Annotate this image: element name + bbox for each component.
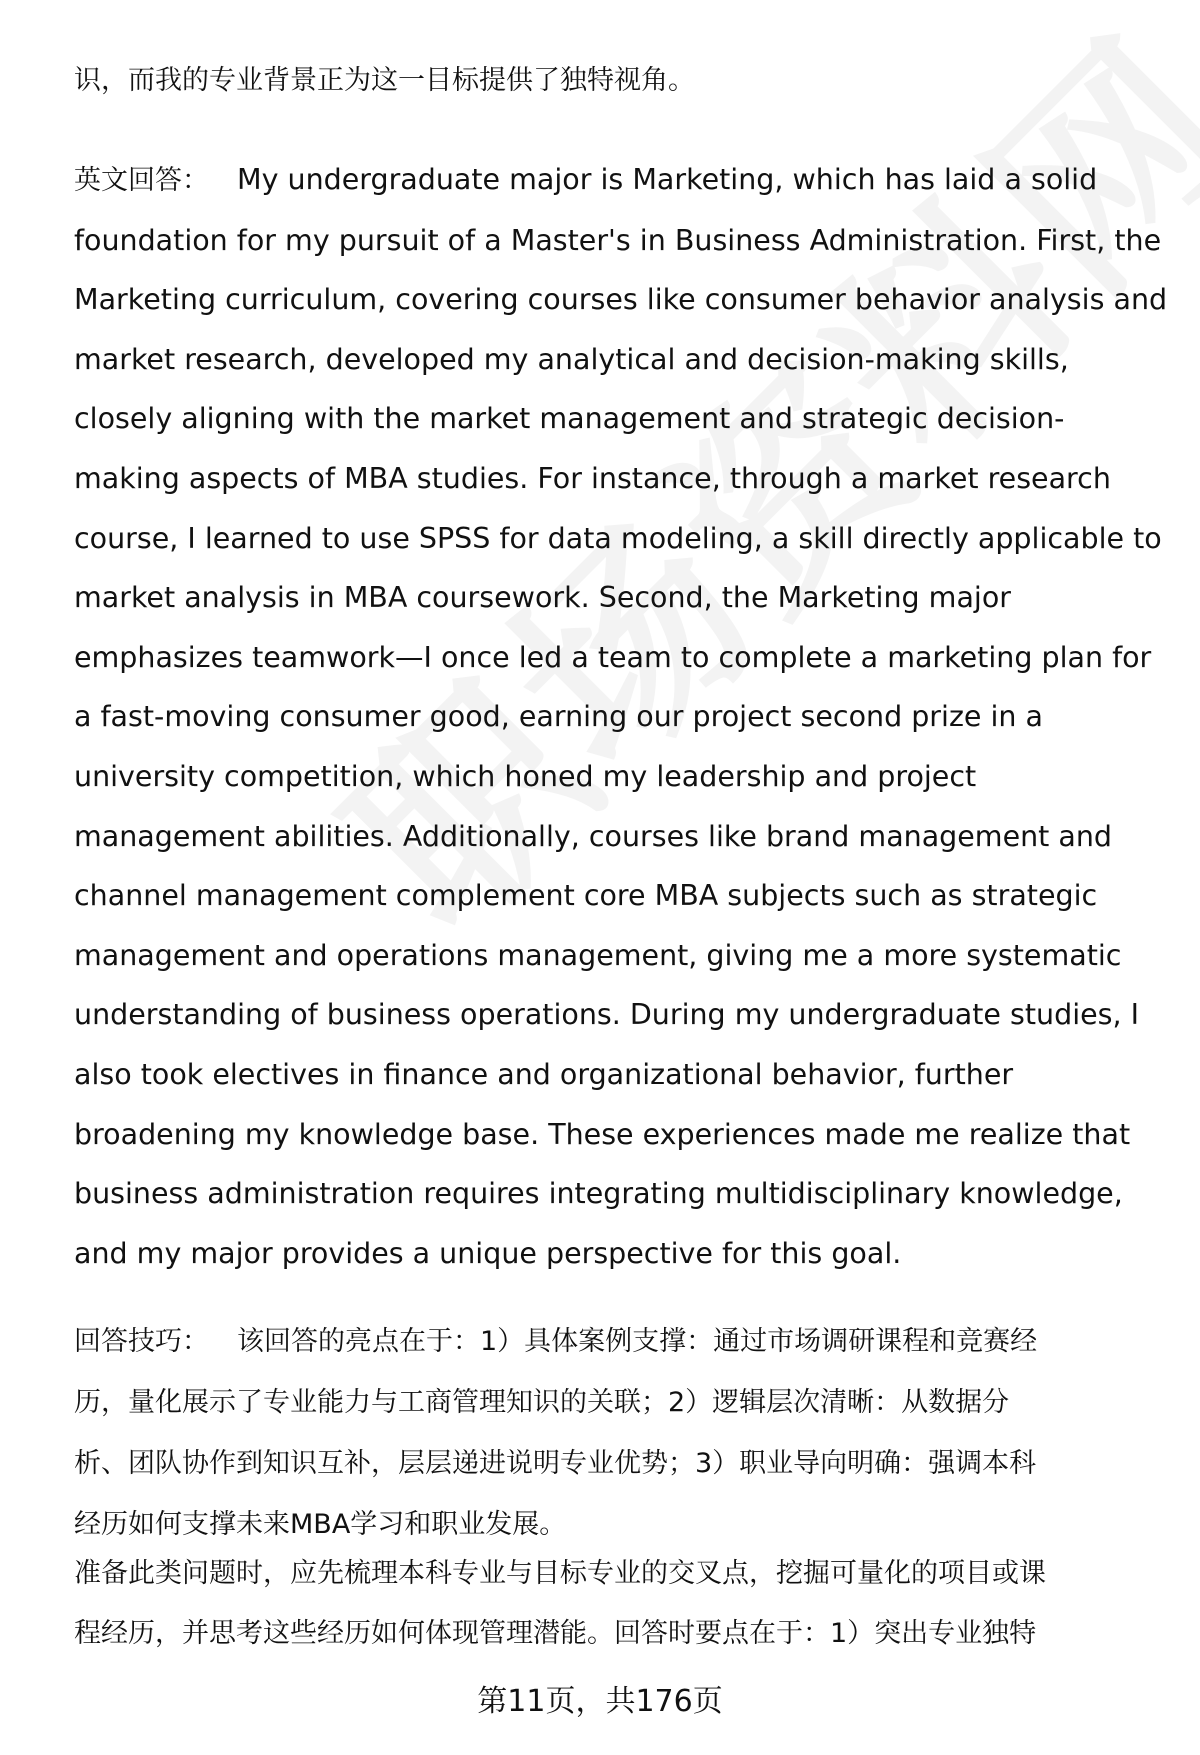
answer-tips-line: 析、团队协作到知识互补，层层递进说明专业优势；3）职业导向明确：强调本科 xyxy=(74,1448,1037,1479)
english-answer xyxy=(74,150,1168,1283)
english-answer-line: market research, developed my analytical and decision-making skills, xyxy=(74,342,1069,376)
answer-tips-line: 经历如何支撑未来MBA学习和职业发展。 xyxy=(74,1509,567,1540)
english-answer-line: Marketing curriculum, covering courses like consumer behavior analysis and xyxy=(74,283,1168,317)
english-answer-line: channel management complement core MBA subjects such as strategic xyxy=(74,879,1098,913)
english-answer-line: university competition, which honed my leadership and project xyxy=(74,759,977,793)
english-answer-line: also took electives in finance and organizational behavior, further xyxy=(74,1057,1014,1091)
english-answer-line: understanding of business operations. During my undergraduate studies, I xyxy=(74,998,1140,1032)
answer-tips xyxy=(74,1311,1164,1555)
english-answer-text: My undergraduate major is Marketing, which has laid a solid xyxy=(237,163,1098,196)
answer-tips-line: 历，量化展示了专业能力与工商管理知识的关联；2）逻辑层次清晰：从数据分 xyxy=(74,1387,1010,1418)
preparation-line: 程经历，并思考这些经历如何体现管理潜能。回答时要点在于：1）突出专业独特 xyxy=(74,1618,1037,1649)
english-answer-line: and my major provides a unique perspective for this goal. xyxy=(74,1236,902,1270)
english-answer-line: course, I learned to use SPSS for data modeling, a skill directly applicable to xyxy=(74,521,1162,555)
english-answer-label: 英文回答： xyxy=(74,165,209,196)
english-answer-line: a fast-moving consumer good, earning our project second prize in a xyxy=(74,700,1043,734)
english-answer-line: broadening my knowledge base. These experiences made me realize that xyxy=(74,1117,1131,1151)
intro-line: 识，而我的专业背景正为这一目标提供了独特视角。 xyxy=(74,65,695,96)
answer-tips-text: 该回答的亮点在于：1）具体案例支撑：通过市场调研课程和竞赛经 xyxy=(237,1326,1038,1357)
preparation-line: 准备此类问题时，应先梳理本科专业与目标专业的交叉点，挖掘可量化的项目或课 xyxy=(74,1558,1046,1589)
answer-tips-label: 回答技巧： xyxy=(74,1326,209,1357)
preparation-advice xyxy=(74,1544,1164,1664)
english-answer-line: business administration requires integrating multidisciplinary knowledge, xyxy=(74,1177,1123,1211)
english-answer-line: management and operations management, giving me a more systematic xyxy=(74,938,1122,972)
english-answer-line xyxy=(74,150,1164,211)
english-answer-line: management abilities. Additionally, courses like brand management and xyxy=(74,819,1113,853)
answer-tips-line xyxy=(74,1311,1164,1372)
page-number: 第11页，共176页 xyxy=(477,1684,723,1719)
english-answer-line: closely aligning with the market management and strategic decision- xyxy=(74,402,1065,436)
english-answer-line: emphasizes teamwork—I once led a team to complete a marketing plan for xyxy=(74,640,1152,674)
english-answer-line: making aspects of MBA studies. For instance, through a market research xyxy=(74,461,1111,495)
english-answer-line: foundation for my pursuit of a Master's in Business Administration. First, the xyxy=(74,223,1162,257)
english-answer-line: market analysis in MBA coursework. Second, the Marketing major xyxy=(74,581,1011,615)
